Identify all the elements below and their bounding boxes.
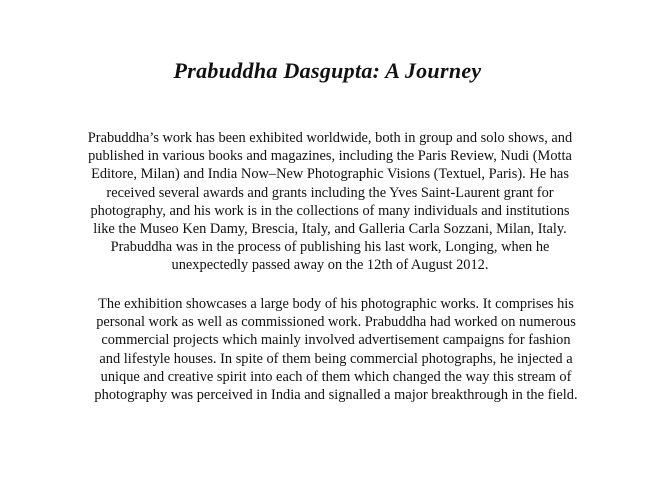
text-line: published in various books and magazines, including the Paris Review, Nudi (Motta	[88, 148, 572, 165]
text-line: Editore, Milan) and India Now–New Photographic Visions (Textuel, Paris). He has	[91, 166, 569, 183]
text-line: Prabuddha’s work has been exhibited worldwide, both in group and solo shows, and	[87, 130, 573, 146]
text-line: The exhibition showcases a large body of his photographic works. It comprises his	[98, 296, 574, 312]
text-line: personal work as well as commissioned work. Prabuddha had worked on numerous	[96, 314, 576, 331]
paragraph-biography	[50, 129, 610, 275]
text-line: and lifestyle houses. In spite of them being commercial photographs, he injected a	[99, 350, 573, 367]
text-line: photography, and his work is in the collections of many individuals and institutions	[90, 202, 570, 219]
text-line: unexpectedly passed away on the 12th of August 2012.	[171, 257, 489, 274]
text-line: photography was perceived in India and signalled a major breakthrough in the field.	[94, 387, 578, 404]
text-line: commercial projects which mainly involved advertisement campaigns for fashion	[101, 332, 571, 349]
text-line: received several awards and grants including the Yves Saint-Laurent grant for	[106, 184, 554, 201]
slide-title: Prabuddha Dasgupta: A Journey	[173, 58, 482, 83]
paragraph-exhibition	[56, 295, 616, 404]
text-line: Prabuddha was in the process of publishing his last work, Longing, when he	[110, 239, 550, 256]
text-line: unique and creative spirit into each of them which changed the way this stream of	[100, 368, 572, 385]
text-line: like the Museo Ken Damy, Brescia, Italy, and Galleria Carla Sozzani, Milan, Italy.	[93, 221, 567, 238]
